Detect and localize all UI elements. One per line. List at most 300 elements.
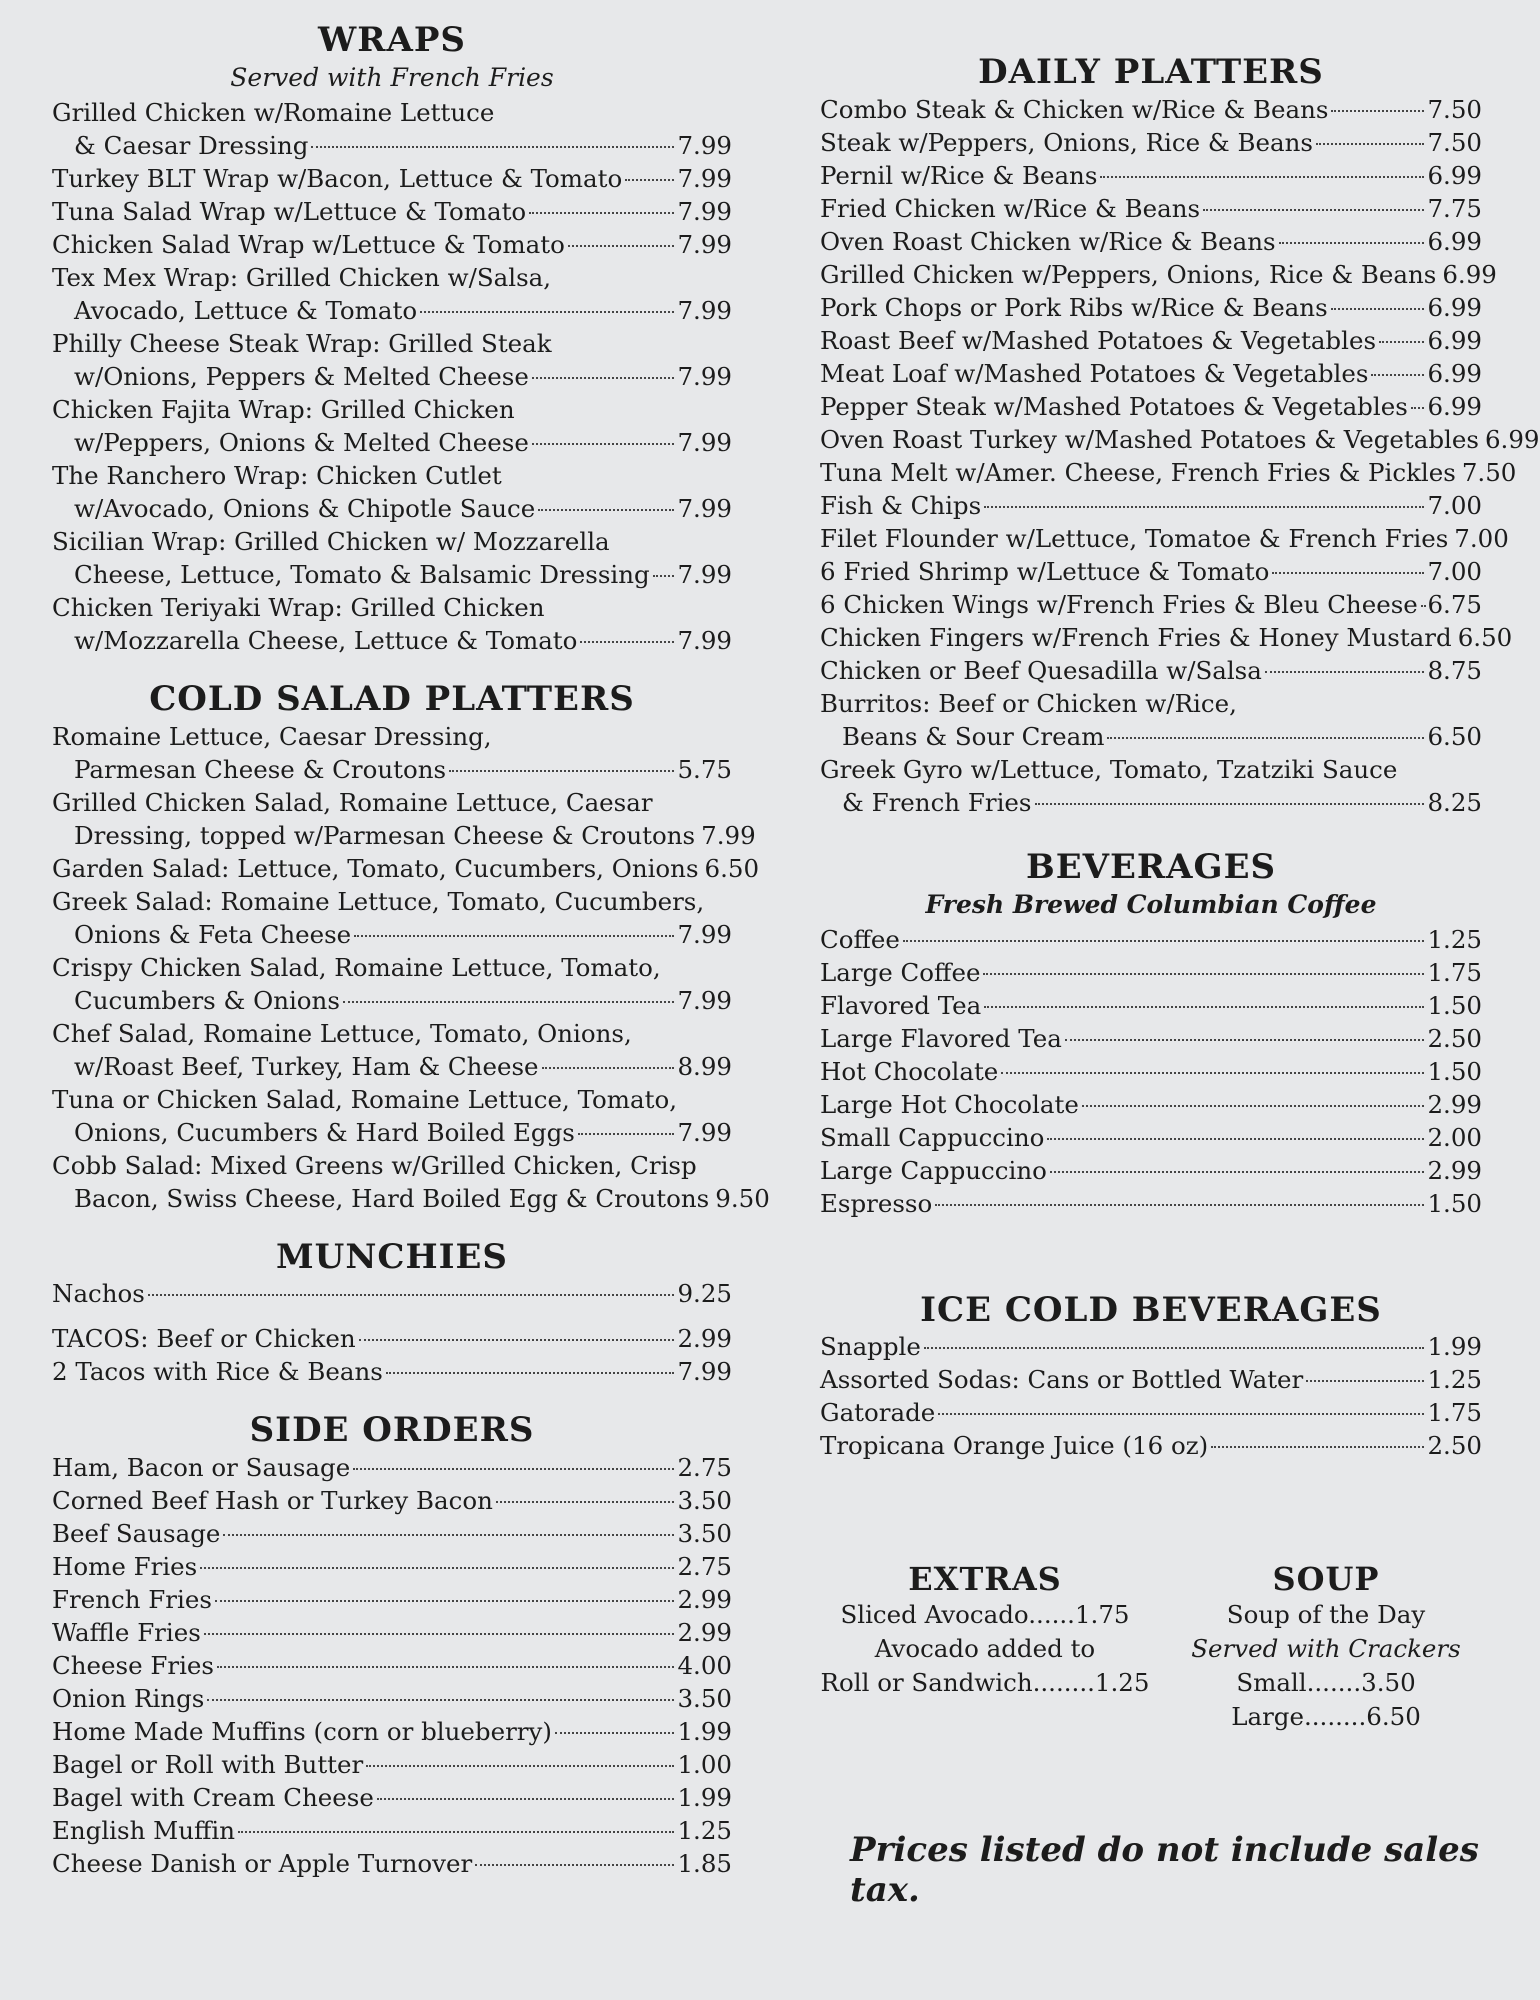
menu-item-name: Hot Chocolate [820, 1056, 999, 1086]
menu-item-name: w/Onions, Peppers & Melted Cheese [74, 361, 529, 391]
menu-item-name: Tropicana Orange Juice (16 oz) [820, 1431, 1209, 1461]
menu-item [820, 522, 1509, 555]
dot-leader [1371, 374, 1424, 376]
menu-item-price: 8.99 [677, 1051, 732, 1081]
menu-item [820, 1022, 1482, 1055]
menu-item-line-priced [52, 624, 732, 657]
dot-leader [1421, 605, 1425, 607]
dot-leader [1050, 1171, 1425, 1173]
dot-leader [653, 575, 675, 577]
menu-item-name: Home Fries [52, 1552, 198, 1582]
menu-item-line-priced [820, 357, 1482, 390]
menu-item-name: The Ranchero Wrap: Chicken Cutlet [52, 460, 502, 490]
menu-item-name: Tuna or Chicken Salad, Romaine Lettuce, Tomato, [52, 1084, 678, 1114]
menu-item-name: w/Avocado, Onions & Chipotle Sauce [74, 493, 536, 523]
menu-item-price: 5.75 [677, 754, 732, 784]
menu-item-name: w/Peppers, Onions & Melted Cheese [74, 427, 529, 457]
dot-leader [238, 1831, 674, 1833]
menu-item [52, 1017, 732, 1083]
menu-item [52, 1748, 732, 1781]
dot-leader [1306, 1380, 1424, 1382]
menu-item-line-priced [820, 989, 1482, 1022]
menu-item-price: 6.99 [1427, 325, 1482, 355]
dot-leader [475, 1864, 674, 1866]
menu-item-line-priced [820, 555, 1482, 588]
menu-item-price: 7.75 [1427, 193, 1482, 223]
side-orders-section [52, 1410, 732, 1880]
menu-item-price: 7.99 [677, 919, 732, 949]
menu-item-price: 7.99 [677, 130, 732, 160]
menu-item-name: Turkey BLT Wrap w/Bacon, Lettuce & Tomato [52, 163, 623, 193]
dot-leader [1047, 1138, 1424, 1140]
menu-item [52, 1484, 732, 1517]
dot-leader [935, 1204, 1424, 1206]
menu-item-price: 3.50 [677, 1684, 732, 1714]
menu-item-price: 7.99 [677, 1357, 732, 1387]
menu-item-name: Tuna Melt w/Amer. Cheese, French Fries & Pickles [820, 457, 1456, 487]
menu-item-name: Grilled Chicken w/Peppers, Onions, Rice & Beans [820, 259, 1437, 289]
menu-item-line-priced [820, 588, 1482, 621]
menu-item-name: Avocado, Lettuce & Tomato [74, 295, 418, 325]
menu-item-line [52, 591, 732, 624]
menu-item-price: 7.50 [1427, 127, 1482, 157]
menu-item-price: 2.99 [677, 1585, 732, 1615]
menu-item-price: 9.25 [677, 1279, 732, 1309]
menu-item-price: 8.75 [1427, 655, 1482, 685]
menu-item [820, 555, 1482, 588]
menu-item-name: Cheese Danish or Apple Turnover [52, 1849, 473, 1879]
menu-item-line-priced [52, 1715, 732, 1748]
dot-leader [449, 770, 674, 772]
dot-leader [532, 443, 675, 445]
extras-heading: EXTRAS [908, 1560, 1062, 1598]
menu-item-price: 7.99 [677, 229, 732, 259]
menu-item-name: Cobb Salad: Mixed Greens w/Grilled Chicken, Crisp [52, 1150, 697, 1180]
menu-item-name: 6 Fried Shrimp w/Lettuce & Tomato [820, 556, 1270, 586]
menu-item-name: Filet Flounder w/Lettuce, Tomatoe & French Fries [820, 523, 1449, 553]
dot-leader [353, 1468, 674, 1470]
soup-line: Soup of the Day [1226, 1600, 1426, 1630]
menu-item-name: Tex Mex Wrap: Grilled Chicken w/Salsa, [52, 262, 552, 292]
menu-item-price: 1.25 [677, 1816, 732, 1846]
menu-item [52, 1277, 732, 1310]
menu-item-price: 7.00 [1454, 523, 1509, 553]
menu-item-name: Combo Steak & Chicken w/Rice & Beans [820, 94, 1329, 124]
menu-item-price: 7.50 [1461, 457, 1517, 487]
menu-item [52, 96, 732, 162]
menu-item-line-priced [820, 258, 1497, 291]
dot-leader [1100, 176, 1424, 178]
menu-item-price: 1.50 [1427, 1056, 1482, 1086]
menu-item-name: English Muffin [52, 1816, 236, 1846]
menu-item-name: Pork Chops or Pork Ribs w/Rice & Beans [820, 292, 1328, 322]
menu-item [52, 1550, 732, 1583]
dot-leader [200, 1567, 674, 1569]
menu-item-price: 1.99 [677, 1717, 732, 1747]
menu-item-line-priced [820, 1154, 1482, 1187]
menu-item-price: 1.99 [677, 1783, 732, 1813]
menu-item-line-priced [52, 819, 756, 852]
ice-cold-section [820, 1290, 1482, 1463]
dot-leader [938, 1413, 1424, 1415]
dot-leader [529, 212, 674, 214]
menu-item-line [52, 951, 732, 984]
menu-item-line-priced [52, 492, 732, 525]
menu-item-line-priced [52, 1451, 732, 1484]
dot-leader [148, 1294, 675, 1296]
extras-line: Sliced Avocado......1.75 [840, 1600, 1130, 1630]
menu-item-price: 6.99 [1427, 226, 1482, 256]
menu-item-price: 2.00 [1427, 1122, 1482, 1152]
menu-item-price: 7.99 [677, 493, 732, 523]
menu-item-line-priced [52, 852, 760, 885]
menu-item-name: 6 Chicken Wings w/French Fries & Bleu Cheese [820, 589, 1418, 619]
menu-item-line-priced [820, 159, 1482, 192]
menu-item [820, 489, 1482, 522]
menu-item-name: Snapple [820, 1332, 921, 1362]
side-orders-list [52, 1451, 732, 1880]
menu-item-line-priced [52, 1748, 732, 1781]
menu-item-price: 1.25 [1427, 1365, 1482, 1395]
menu-item-price: 7.99 [701, 820, 756, 850]
menu-item-line-priced [52, 1277, 732, 1310]
menu-item [820, 1396, 1482, 1429]
menu-item [52, 261, 732, 327]
menu-item-name: Burritos: Beef or Chicken w/Rice, [820, 688, 1237, 718]
menu-item-line-priced [820, 192, 1482, 225]
extras-line: Roll or Sandwich........1.25 [820, 1668, 1150, 1698]
menu-item [52, 1847, 732, 1880]
wraps-subtitle: Served with French Fries [230, 62, 554, 92]
menu-item-line-priced [820, 1121, 1482, 1154]
cold-salad-section [52, 678, 770, 1215]
menu-item [52, 1583, 732, 1616]
menu-item-name: Ham, Bacon or Sausage [52, 1453, 351, 1483]
menu-item [820, 1121, 1482, 1154]
menu-item-line-priced [52, 228, 732, 261]
menu-item-price: 1.25 [1427, 924, 1482, 954]
dot-leader [366, 1765, 674, 1767]
soup-section [1170, 1560, 1482, 1734]
menu-item-price: 1.99 [1427, 1332, 1482, 1362]
menu-item [52, 228, 732, 261]
menu-item [820, 588, 1482, 621]
menu-item-line-priced [820, 1022, 1482, 1055]
tax-note: Prices listed do not include sales tax. [850, 1830, 1479, 1910]
menu-item [52, 525, 732, 591]
menu-item [52, 1682, 732, 1715]
menu-item-price: 1.50 [1427, 1188, 1482, 1218]
menu-item-name: Home Made Muffins (corn or blueberry) [52, 1717, 552, 1747]
menu-item-line-priced [52, 984, 732, 1017]
dot-leader [1082, 1105, 1425, 1107]
menu-item-price: 7.00 [1427, 556, 1482, 586]
menu-item-line-priced [52, 360, 732, 393]
menu-item-name: Grilled Chicken w/Romaine Lettuce [52, 97, 495, 127]
menu-item [52, 885, 732, 951]
menu-item [52, 852, 760, 885]
menu-item-price: 6.99 [1427, 391, 1482, 421]
menu-item-line [52, 885, 732, 918]
menu-item [820, 654, 1482, 687]
menu-item-line-priced [820, 621, 1513, 654]
menu-item-name: Chicken or Beef Quesadilla w/Salsa [820, 655, 1262, 685]
menu-item-line [52, 720, 732, 753]
dot-leader [1272, 572, 1424, 574]
menu-item-price: 6.99 [1427, 160, 1482, 190]
menu-item-name: Chicken Salad Wrap w/Lettuce & Tomato [52, 229, 565, 259]
wraps-section [52, 20, 732, 657]
menu-item-line-priced [52, 426, 732, 459]
menu-item-line [52, 459, 732, 492]
menu-item [820, 357, 1482, 390]
menu-item-price: 7.99 [677, 1117, 732, 1147]
menu-item-price: 7.99 [677, 361, 732, 391]
menu-item-line-priced [52, 1116, 732, 1149]
menu-item-line-priced [820, 1187, 1482, 1220]
dot-leader [983, 973, 1424, 975]
menu-item-line-priced [52, 1649, 732, 1682]
menu-item-price: 6.50 [1457, 622, 1513, 652]
menu-item-name: Garden Salad: Lettuce, Tomato, Cucumbers, Onions [52, 853, 699, 883]
daily-platters-list [820, 93, 1540, 819]
menu-item-name: Large Hot Chocolate [820, 1089, 1079, 1119]
menu-item-name: Roast Beef w/Mashed Potatoes & Vegetables [820, 325, 1377, 355]
menu-item-price: 7.99 [677, 625, 732, 655]
menu-item-price: 2.99 [677, 1324, 732, 1354]
menu-item-line-priced [820, 324, 1482, 357]
menu-item [52, 720, 732, 786]
menu-item-line-priced [52, 129, 732, 162]
cold-salad-list [52, 720, 770, 1215]
menu-item-line-priced [820, 786, 1482, 819]
menu-item-line-priced [820, 1330, 1482, 1363]
menu-item-name: Meat Loaf w/Mashed Potatoes & Vegetables [820, 358, 1369, 388]
dot-leader [568, 245, 675, 247]
menu-item-line-priced [52, 195, 732, 228]
menu-item [820, 258, 1497, 291]
side-orders-heading: SIDE ORDERS [249, 1410, 535, 1451]
menu-item-line-priced [820, 489, 1482, 522]
menu-item [820, 753, 1482, 819]
dot-leader [204, 1633, 675, 1635]
menu-item-line-priced [820, 390, 1482, 423]
menu-item [820, 192, 1482, 225]
menu-item [820, 1330, 1482, 1363]
menu-item-line [52, 96, 732, 129]
menu-item-line-priced [820, 1429, 1482, 1462]
menu-item [820, 989, 1482, 1022]
menu-item-line-priced [52, 294, 732, 327]
menu-item [52, 951, 732, 1017]
dot-leader [555, 1732, 675, 1734]
dot-leader [924, 1347, 1425, 1349]
munchies-list [52, 1277, 732, 1388]
menu-item-line-priced [820, 225, 1482, 258]
dot-leader [1411, 407, 1425, 409]
menu-item-line-priced [52, 1682, 732, 1715]
menu-item-price: 7.99 [677, 196, 732, 226]
menu-item-name: Dressing, topped w/Parmesan Cheese & Croutons [74, 820, 696, 850]
menu-item [52, 1715, 732, 1748]
menu-item-line-priced [52, 1583, 732, 1616]
extras-line: Avocado added to [874, 1634, 1096, 1664]
menu-item-price: 6.99 [1427, 292, 1482, 322]
menu-item [820, 1154, 1482, 1187]
menu-item [52, 195, 732, 228]
soup-line: Served with Crackers [1191, 1634, 1461, 1664]
menu-item-price: 1.75 [1427, 1398, 1482, 1428]
menu-item-price: 6.50 [1427, 721, 1482, 751]
cold-salad-heading: COLD SALAD PLATTERS [149, 678, 635, 719]
daily-platters-heading: DAILY PLATTERS [978, 52, 1324, 92]
menu-item-price: 2.99 [677, 1618, 732, 1648]
menu-item [820, 126, 1482, 159]
menu-item-name: Greek Gyro w/Lettuce, Tomato, Tzatziki Sauce [820, 754, 1398, 784]
menu-item [52, 393, 732, 459]
menu-item-name: w/Roast Beef, Turkey, Ham & Cheese [74, 1051, 539, 1081]
dot-leader [1379, 341, 1424, 343]
wraps-heading: WRAPS [318, 20, 466, 60]
menu-item-line [52, 393, 732, 426]
daily-platters-section [820, 52, 1540, 819]
menu-item [820, 956, 1482, 989]
menu-item-name: Onions, Cucumbers & Hard Boiled Eggs [74, 1117, 575, 1147]
menu-item-line [820, 753, 1482, 786]
dot-leader [311, 146, 674, 148]
menu-item-line-priced [820, 126, 1482, 159]
menu-item-price: 2.75 [677, 1453, 732, 1483]
menu-item-line-priced [820, 423, 1540, 456]
menu-item [52, 1781, 732, 1814]
menu-item-price: 2.50 [1427, 1431, 1482, 1461]
menu-item-name: Large Coffee [820, 957, 981, 987]
menu-item-name: Large Flavored Tea [820, 1023, 1062, 1053]
menu-item [820, 225, 1482, 258]
menu-item-line [52, 786, 732, 819]
dot-leader [223, 1534, 674, 1536]
dot-leader [386, 1372, 675, 1374]
menu-item-line-priced [52, 1781, 732, 1814]
menu-item-line-priced [52, 1847, 732, 1880]
menu-item-name: Flavored Tea [820, 990, 982, 1020]
beverages-heading: BEVERAGES [1025, 846, 1277, 887]
menu-item-price: 3.50 [677, 1519, 732, 1549]
menu-item-name: & Caesar Dressing [74, 130, 309, 160]
menu-item [52, 1649, 732, 1682]
menu-item-name: French Fries [52, 1585, 212, 1615]
menu-item-name: Cheese Fries [52, 1651, 215, 1681]
spacer [52, 1310, 732, 1322]
dot-leader [542, 1067, 675, 1069]
ice-cold-heading: ICE COLD BEVERAGES [920, 1289, 1382, 1330]
menu-item-name: Philly Cheese Steak Wrap: Grilled Steak [52, 328, 552, 358]
menu-item-name: Pernil w/Rice & Beans [820, 160, 1098, 190]
menu-item-line-priced [52, 1050, 732, 1083]
menu-item-line-priced [52, 558, 732, 591]
menu-item-price: 6.99 [1427, 358, 1482, 388]
menu-item-line-priced [820, 654, 1482, 687]
menu-item-name: Large Cappuccino [820, 1155, 1047, 1185]
menu-item [820, 1088, 1482, 1121]
soup-heading: SOUP [1272, 1560, 1380, 1598]
menu-item-name: Oven Roast Chicken w/Rice & Beans [820, 226, 1276, 256]
left-column [52, 20, 770, 1880]
dot-leader [1001, 1072, 1424, 1074]
dot-leader [532, 377, 675, 379]
menu-item-name: Bacon, Swiss Cheese, Hard Boiled Egg & Croutons [74, 1183, 710, 1213]
menu-item-line [820, 687, 1482, 720]
munchies-heading: MUNCHIES [276, 1236, 508, 1277]
menu-item-price: 6.99 [1484, 424, 1540, 454]
wraps-list [52, 96, 732, 657]
menu-item [52, 1451, 732, 1484]
menu-item [820, 923, 1482, 956]
menu-item-name: Onion Rings [52, 1684, 205, 1714]
menu-item-price: 7.00 [1427, 490, 1482, 520]
menu-item [820, 1363, 1482, 1396]
menu-item [820, 390, 1482, 423]
soup-line: Large........6.50 [1231, 1702, 1421, 1732]
menu-item-name: Fried Chicken w/Rice & Beans [820, 193, 1201, 223]
menu-item-price: 2.50 [1427, 1023, 1482, 1053]
menu-item-name: Chicken Fajita Wrap: Grilled Chicken [52, 394, 515, 424]
menu-item [52, 591, 732, 657]
menu-item [52, 1814, 732, 1847]
menu-item-name: Sicilian Wrap: Grilled Chicken w/ Mozzarella [52, 526, 610, 556]
dot-leader [580, 641, 674, 643]
dot-leader [354, 935, 674, 937]
menu-item-line-priced [820, 291, 1482, 324]
dot-leader [377, 1798, 675, 1800]
menu-item-name: TACOS: Beef or Chicken [52, 1324, 356, 1354]
menu-item-line-priced [52, 753, 732, 786]
menu-item-line [52, 261, 732, 294]
menu-item-name: Fish & Chips [820, 490, 982, 520]
dot-leader [984, 506, 1424, 508]
dot-leader [1279, 242, 1425, 244]
menu-item [820, 93, 1482, 126]
menu-item-price: 6.75 [1427, 589, 1482, 619]
dot-leader [1203, 209, 1424, 211]
menu-item-name: Espresso [820, 1188, 933, 1218]
menu-item [820, 1429, 1482, 1462]
menu-item-name: Crispy Chicken Salad, Romaine Lettuce, Tomato, [52, 952, 661, 982]
dot-leader [1065, 1039, 1425, 1041]
menu-item-name: Cucumbers & Onions [74, 985, 340, 1015]
menu-item [820, 1187, 1482, 1220]
menu-item-name: Pepper Steak w/Mashed Potatoes & Vegetables [820, 391, 1408, 421]
menu-item-price: 2.75 [677, 1552, 732, 1582]
menu-item-name: Steak w/Peppers, Onions, Rice & Beans [820, 127, 1313, 157]
dot-leader [1265, 671, 1425, 673]
menu-item [52, 1355, 732, 1388]
dot-leader [207, 1699, 674, 1701]
menu-item-line-priced [52, 1616, 732, 1649]
menu-item [52, 1149, 770, 1215]
dot-leader [420, 311, 674, 313]
menu-item-name: Romaine Lettuce, Caesar Dressing, [52, 721, 492, 751]
menu-item [820, 324, 1482, 357]
menu-item [820, 687, 1482, 753]
beverages-subtitle: Fresh Brewed Columbian Coffee [925, 889, 1377, 919]
dot-leader [903, 940, 1425, 942]
menu-item-line-priced [820, 956, 1482, 989]
menu-item-line-priced [52, 162, 732, 195]
menu-item-name: Bagel with Cream Cheese [52, 1783, 374, 1813]
menu-item-line-priced [820, 456, 1517, 489]
menu-item-price: 7.50 [1427, 94, 1482, 124]
